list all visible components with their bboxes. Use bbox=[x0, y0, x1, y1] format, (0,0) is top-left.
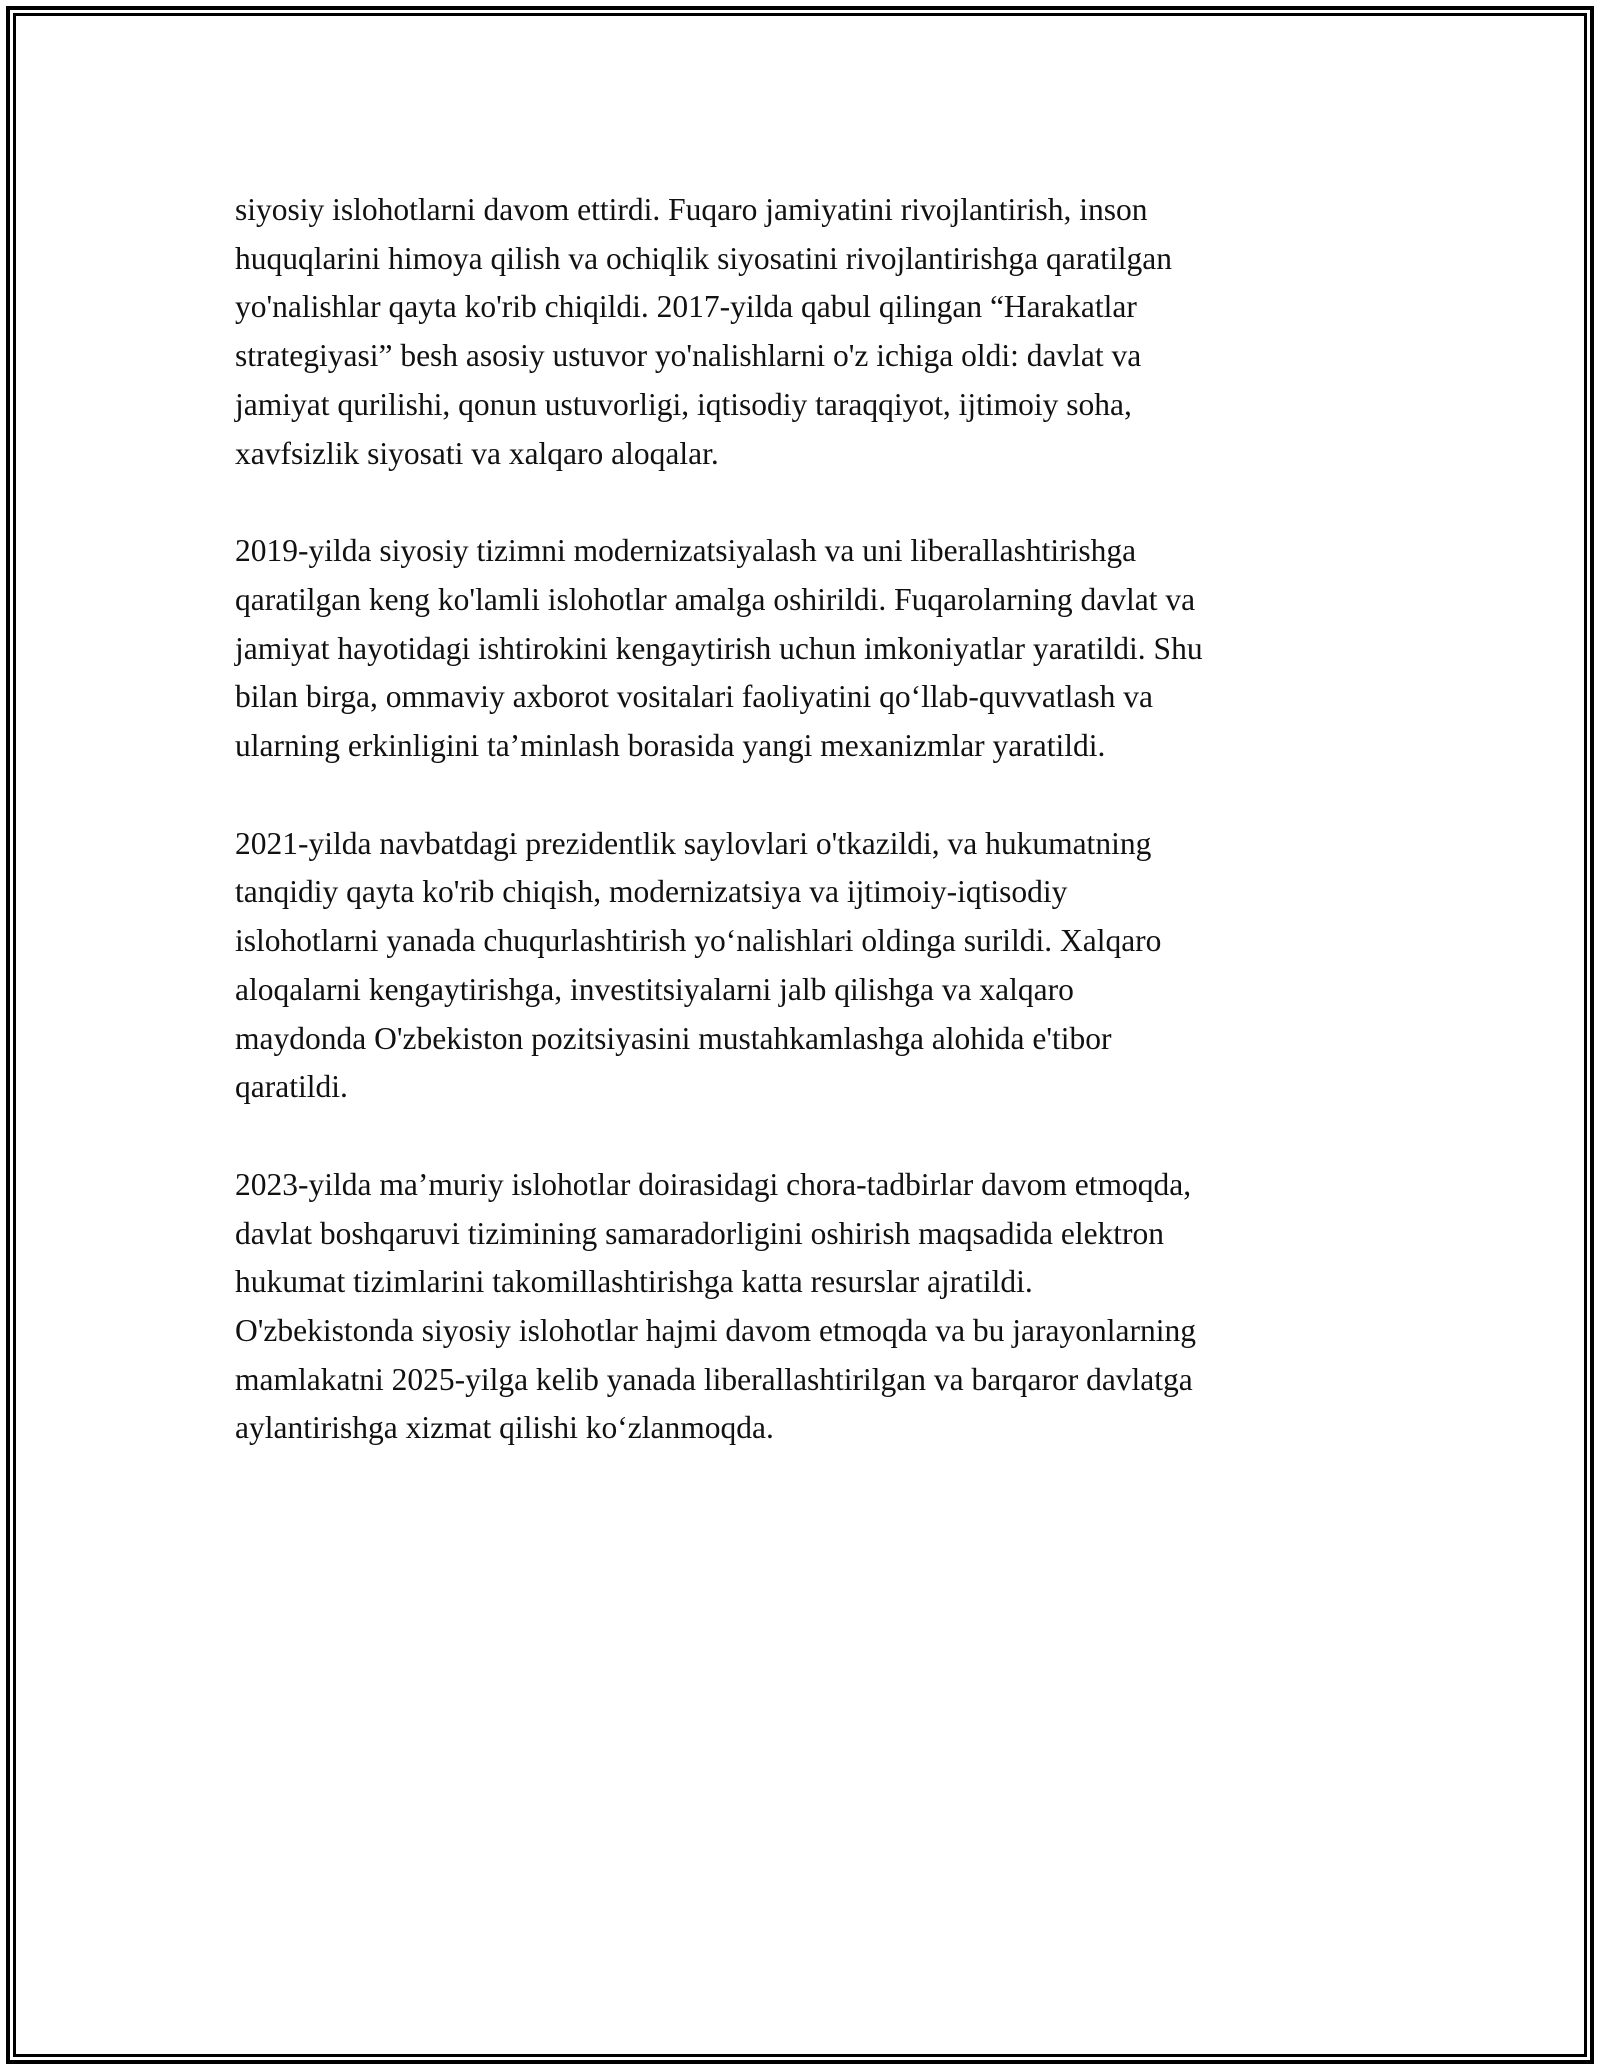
text-line: aylantirishga xizmat qilishi ko‘zlanmoqda. bbox=[235, 1410, 774, 1446]
text-line: mamlakatni 2025-yilga kelib yanada liberallashtirilgan va barqaror davlatga bbox=[235, 1361, 1193, 1397]
text-line: aloqalarni kengaytirishga, investitsiyalarni jalb qilishga va xalqaro bbox=[235, 971, 1074, 1007]
text-line: tanqidiy qayta ko'rib chiqish, modernizatsiya va ijtimoiy-iqtisodiy bbox=[235, 874, 1068, 910]
text-line: qaratilgan keng ko'lamli islohotlar amalga oshirildi. Fuqarolarning davlat va bbox=[235, 581, 1196, 617]
text-line: 2023-yilda ma’muriy islohotlar doirasidagi chora-tadbirlar davom etmoqda, bbox=[235, 1166, 1192, 1202]
text-line: huquqlarini himoya qilish va ochiqlik siyosatini rivojlantirishga qaratilgan bbox=[235, 240, 1172, 276]
document-body bbox=[235, 186, 1365, 1502]
paragraph-3 bbox=[235, 820, 1365, 1112]
text-line: maydonda O'zbekiston pozitsiyasini mustahkamlashga alohida e'tibor bbox=[235, 1020, 1112, 1056]
text-line: hukumat tizimlarini takomillashtirishga katta resurslar ajratildi. bbox=[235, 1264, 1033, 1300]
text-line: 2019-yilda siyosiy tizimni modernizatsiyalash va uni liberallashtirishga bbox=[235, 533, 1137, 569]
text-line: bilan birga, ommaviy axborot vositalari faoliyatini qo‘llab-quvvatlash va bbox=[235, 679, 1153, 715]
text-line: jamiyat hayotidagi ishtirokini kengaytirish uchun imkoniyatlar yaratildi. Shu bbox=[235, 630, 1203, 666]
paragraph-1 bbox=[235, 186, 1365, 478]
text-line: strategiyasi” besh asosiy ustuvor yo'nalishlarni o'z ichiga oldi: davlat va bbox=[235, 338, 1142, 374]
text-line: xavfsizlik siyosati va xalqaro aloqalar. bbox=[235, 435, 719, 471]
text-line: yo'nalishlar qayta ko'rib chiqildi. 2017-yilda qabul qilingan “Harakatlar bbox=[235, 289, 1137, 325]
text-line: jamiyat qurilishi, qonun ustuvorligi, iqtisodiy taraqqiyot, ijtimoiy soha, bbox=[235, 386, 1132, 422]
text-line: siyosiy islohotlarni davom ettirdi. Fuqaro jamiyatini rivojlantirish, inson bbox=[235, 192, 1148, 227]
paragraph-2 bbox=[235, 527, 1365, 771]
text-line: O'zbekistonda siyosiy islohotlar hajmi davom etmoqda va bu jarayonlarning bbox=[235, 1313, 1196, 1349]
text-line: davlat boshqaruvi tizimining samaradorligini oshirish maqsadida elektron bbox=[235, 1215, 1165, 1251]
text-line: qaratildi. bbox=[235, 1069, 348, 1105]
paragraph-4 bbox=[235, 1161, 1365, 1453]
text-line: 2021-yilda navbatdagi prezidentlik saylovlari o'tkazildi, va hukumatning bbox=[235, 825, 1152, 861]
text-line: ularning erkinligini ta’minlash borasida yangi mexanizmlar yaratildi. bbox=[235, 728, 1106, 764]
text-line: islohotlarni yanada chuqurlashtirish yo‘nalishlari oldinga surildi. Xalqaro bbox=[235, 923, 1162, 959]
